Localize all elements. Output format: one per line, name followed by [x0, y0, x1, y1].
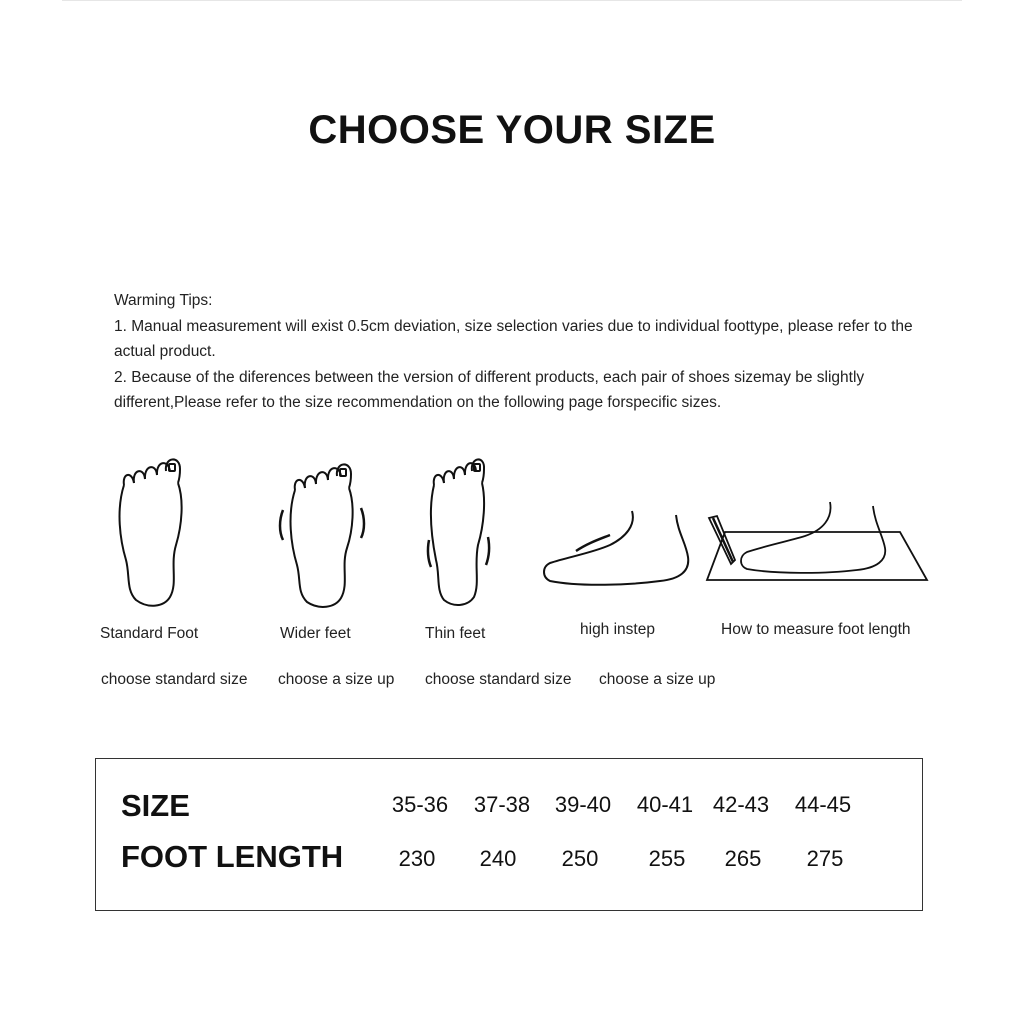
size-cell: 44-45: [794, 792, 852, 817]
size-table: [95, 758, 923, 911]
measure-foot-icon: [705, 498, 930, 588]
foot-label-thin: Thin feet: [425, 625, 486, 642]
foot-label-high-instep: high instep: [580, 621, 655, 638]
foot-label-measure: How to measure foot length: [721, 621, 911, 638]
thin-foot-icon: [422, 455, 497, 610]
top-divider: [62, 0, 962, 1]
foot-label-standard: Standard Foot: [100, 625, 199, 642]
tips-line-1: 1. Manual measurement will exist 0.5cm deviation, size selection varies due to individual foottype, please refer to the actual product.: [114, 317, 913, 360]
size-cell: 42-43: [712, 792, 770, 817]
length-cell: 265: [724, 846, 762, 871]
length-cell: 240: [479, 846, 517, 871]
length-cell: 255: [648, 846, 686, 871]
size-cell: 37-38: [473, 792, 531, 817]
length-cell: 230: [398, 846, 436, 871]
size-cell: 35-36: [391, 792, 449, 817]
advice-wider: choose a size up: [278, 671, 395, 688]
advice-standard: choose standard size: [101, 671, 248, 688]
warming-tips: [114, 288, 934, 416]
size-row-label: SIZE: [121, 788, 190, 823]
size-cell: 39-40: [554, 792, 612, 817]
tips-line-2: 2. Because of the diferences between the version of different products, each pair of shoes sizemay be slightly different,Please refer to the size recommendation on the following page forspecific sizes.: [114, 368, 865, 411]
length-cell: 250: [561, 846, 599, 871]
size-cell: 40-41: [636, 792, 694, 817]
standard-foot-icon: [110, 455, 190, 610]
length-cell: 275: [806, 846, 844, 871]
high-instep-foot-icon: [540, 505, 695, 590]
advice-high-instep: choose a size up: [599, 671, 716, 688]
page-title: CHOOSE YOUR SIZE: [308, 108, 716, 152]
wider-foot-icon: [275, 460, 370, 612]
foot-length-row-label: FOOT LENGTH: [121, 839, 344, 874]
advice-thin: choose standard size: [425, 671, 572, 688]
foot-label-wider: Wider feet: [280, 625, 351, 642]
tips-heading: Warming Tips:: [114, 292, 213, 309]
